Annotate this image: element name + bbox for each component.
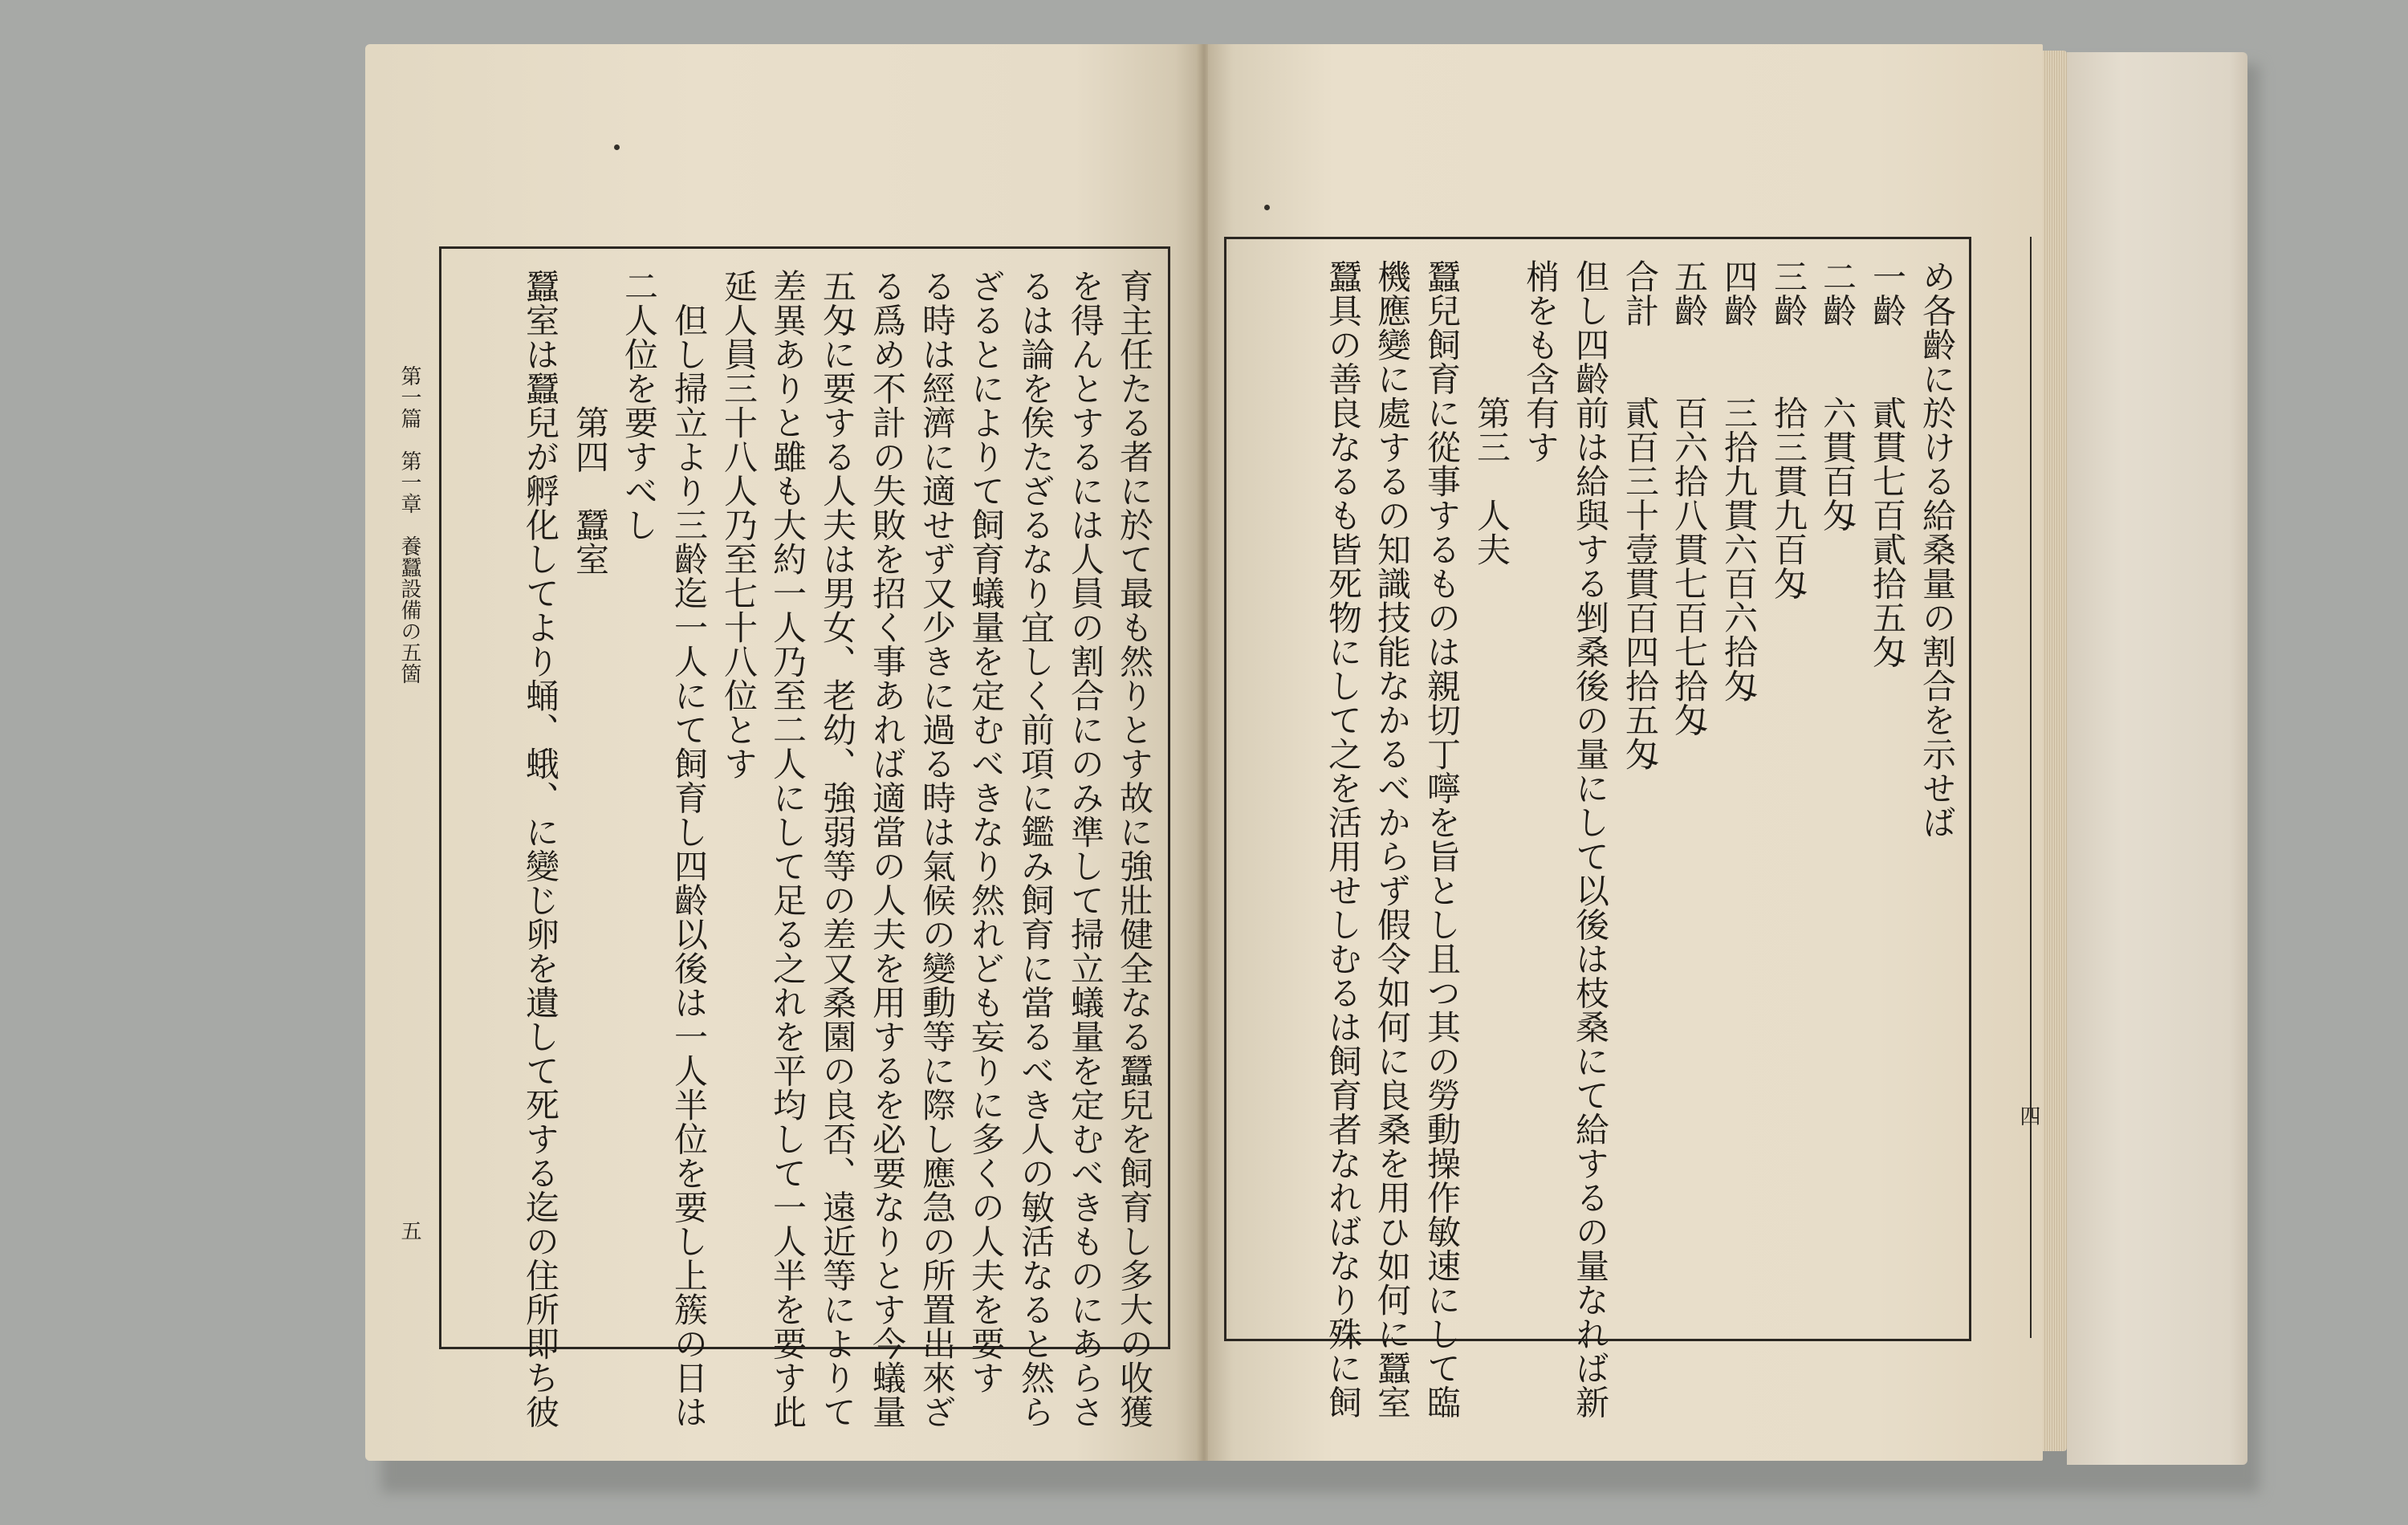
page-number: 五 [397, 1220, 421, 1242]
left-page [365, 44, 1200, 1461]
table-row: 二齡 六貫百匁 [1818, 259, 1857, 532]
margin-rule [2030, 237, 2032, 1338]
right-page [1208, 44, 2043, 1461]
print-speck [1264, 205, 1270, 210]
book-cover-edge [2067, 52, 2247, 1465]
table-row-total: 合計 貳百三十壹貫百四拾五匁 [1621, 259, 1660, 771]
text-column: 蠶室は蠶兒が孵化してより蛹、蛾、に變じ卵を遺して死する迄の住所即ち彼 [521, 269, 560, 1429]
text-column: る爲め不計の失敗を招く事あれば適當の人夫を用するを必要なりとす今蟻量 [868, 269, 907, 1429]
text-column: 五匁に要する人夫は男女、老幼、強弱等の差又桑園の良否、遠近等によりて [818, 269, 857, 1429]
text-column: るは論を俟たざるなり宜しく前項に鑑み飼育に當るべき人の敏活なると然ら [1016, 269, 1056, 1429]
running-head: 第一篇 第一章 養蠶設備の五箇 [397, 365, 421, 685]
text-column: 但し掃立より三齡迄一人にて飼育し四齡以後は一人半位を要し上簇の日は [669, 269, 709, 1429]
text-column: 差異ありと雖も大約一人乃至二人にして足る之れを平均して一人半を要す此 [768, 269, 807, 1429]
text-column: を得んとするには人員の割合にのみ準して掃立蟻量を定むべきものにあらさ [1066, 269, 1105, 1429]
text-column: 育主任たる者に於て最も然りとす故に強壯健全なる蠶兒を飼育し多大の收獲 [1115, 269, 1154, 1429]
text-column: 二人位を要すべし [620, 269, 659, 542]
text-column: 蠶具の善良なるも皆死物にして之を活用せしむるは飼育者なればなり殊に飼 [1324, 259, 1363, 1419]
text-column: 梢をも含有す [1521, 259, 1560, 464]
text-column: め各齡に於ける給桑量の割合を示せば [1918, 259, 1957, 840]
text-column: る時は經濟に適せず又少きに過る時は氣候の變動等に際し應急の所置出來ざ [917, 269, 957, 1429]
open-book [365, 44, 2251, 1477]
table-row: 五齡 百六拾八貫七百七拾匁 [1670, 259, 1709, 737]
text-column: ざるとによりて飼育蟻量を定むべきなり然れども妄りに多くの人夫を要す [966, 269, 1006, 1395]
text-column: 機應變に處するの知識技能なかるべからず假令如何に良桑を用ひ如何に蠶室 [1373, 259, 1412, 1419]
table-row: 三齡 拾三貫九百匁 [1769, 259, 1808, 600]
text-column: 但し四齡前は給與する剉桑後の量にして以後は枝桑にて給するの量なれば新 [1571, 259, 1610, 1419]
table-row: 四齡 三拾九貫六百六拾匁 [1719, 259, 1759, 703]
page-edges [2043, 51, 2067, 1451]
table-row: 一齡 貳貫七百貳拾五匁 [1868, 259, 1907, 669]
section-heading: 第四 蠶室 [571, 269, 610, 576]
section-heading: 第三 人夫 [1472, 259, 1511, 567]
text-column: 蠶兒飼育に從事するものは親切丁嚀を旨とし且つ其の勞動操作敏速にして臨 [1422, 259, 1462, 1419]
page-number: 四 [2016, 1105, 2040, 1127]
print-speck [614, 144, 620, 150]
text-column: 延人員三十八人乃至七十八位とす [719, 269, 759, 781]
